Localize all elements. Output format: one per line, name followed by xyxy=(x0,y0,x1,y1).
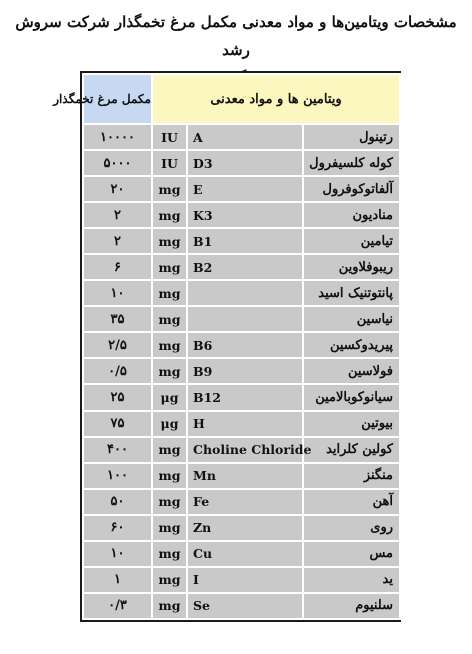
amount-cell: ۲/۵ xyxy=(83,332,152,358)
name-cell: کوله کلسیفرول xyxy=(303,150,400,176)
table-row xyxy=(83,280,400,306)
amount-cell: ۳۵ xyxy=(83,306,152,332)
code-cell: Zn xyxy=(187,515,303,541)
name-cell: بیوتین xyxy=(303,411,400,437)
code-cell: I xyxy=(187,567,303,593)
code-cell: D3 xyxy=(187,150,303,176)
unit-cell: mg xyxy=(152,515,187,541)
table-row xyxy=(83,384,400,410)
amount-cell: ۱۰۰۰۰ xyxy=(83,124,152,150)
code-cell: Se xyxy=(187,593,303,619)
name-cell: روی xyxy=(303,515,400,541)
table-row xyxy=(83,358,400,384)
table-row xyxy=(83,541,400,567)
unit-cell: μg xyxy=(152,384,187,410)
amount-cell: ۶۰ xyxy=(83,515,152,541)
amount-cell: ۱۰ xyxy=(83,541,152,567)
vitamin-table xyxy=(53,73,401,620)
amount-cell: ۲ xyxy=(83,202,152,228)
code-cell: Fe xyxy=(187,489,303,515)
code-cell: Cu xyxy=(187,541,303,567)
code-cell: Choline Chloride xyxy=(187,437,303,463)
amount-cell: ۱۰۰ xyxy=(83,463,152,489)
amount-cell: ۶ xyxy=(83,254,152,280)
unit-cell: μg xyxy=(152,411,187,437)
table-row xyxy=(83,593,400,619)
table-header-row xyxy=(83,74,400,124)
unit-cell: mg xyxy=(152,463,187,489)
unit-cell: IU xyxy=(152,124,187,150)
amount-cell: ۵۰ xyxy=(83,489,152,515)
name-cell: پیریدوکسین xyxy=(303,332,400,358)
unit-cell: mg xyxy=(152,489,187,515)
code-cell: Mn xyxy=(187,463,303,489)
amount-cell: ۱۰ xyxy=(83,280,152,306)
amount-cell: ۴۰۰ xyxy=(83,437,152,463)
code-cell: B2 xyxy=(187,254,303,280)
name-cell: مس xyxy=(303,541,400,567)
amount-cell: ۱ xyxy=(83,567,152,593)
unit-cell: mg xyxy=(152,306,187,332)
unit-cell: mg xyxy=(152,567,187,593)
unit-cell: mg xyxy=(152,593,187,619)
unit-cell: mg xyxy=(152,437,187,463)
amount-cell: ۲ xyxy=(83,228,152,254)
table-row xyxy=(83,306,400,332)
name-cell: سیانوکوبالامین xyxy=(303,384,400,410)
name-cell: فولاسین xyxy=(303,358,400,384)
table-row xyxy=(83,567,400,593)
name-cell: ید xyxy=(303,567,400,593)
header-vitamins-minerals: ویتامین ها و مواد معدنی xyxy=(152,74,400,124)
name-cell: نیاسین xyxy=(303,306,400,332)
amount-cell: ۵۰۰۰ xyxy=(83,150,152,176)
table-row xyxy=(83,463,400,489)
amount-cell: ۲۵ xyxy=(83,384,152,410)
name-cell: منادیون xyxy=(303,202,400,228)
table-row xyxy=(83,150,400,176)
code-cell: H xyxy=(187,411,303,437)
name-cell: ریبوفلاوین xyxy=(303,254,400,280)
code-cell: B9 xyxy=(187,358,303,384)
amount-cell: ۰/۵ xyxy=(83,358,152,384)
code-cell: E xyxy=(187,176,303,202)
unit-cell: mg xyxy=(152,280,187,306)
unit-cell: mg xyxy=(152,202,187,228)
unit-cell: mg xyxy=(152,541,187,567)
name-cell: کولین کلراید xyxy=(303,437,400,463)
table-row xyxy=(83,437,400,463)
title-line-1: مشخصات ویتامین‌ها و مواد معدنی مکمل مرغ تخمگذار شرکت سروش رشد xyxy=(15,13,457,59)
vitamin-table-container xyxy=(53,71,401,622)
header-product: مکمل مرغ تخمگذار xyxy=(83,74,152,124)
unit-cell: mg xyxy=(152,358,187,384)
code-cell: B6 xyxy=(187,332,303,358)
name-cell: آهن xyxy=(303,489,400,515)
unit-cell: mg xyxy=(152,176,187,202)
code-cell xyxy=(187,306,303,332)
table-row xyxy=(83,228,400,254)
code-cell: B12 xyxy=(187,384,303,410)
code-cell: A xyxy=(187,124,303,150)
amount-cell: ۲۰ xyxy=(83,176,152,202)
amount-cell: ۷۵ xyxy=(83,411,152,437)
table-row xyxy=(83,411,400,437)
name-cell: پانتوتنیک اسید xyxy=(303,280,400,306)
name-cell: آلفاتوکوفرول xyxy=(303,176,400,202)
name-cell: تیامین xyxy=(303,228,400,254)
table-row xyxy=(83,176,400,202)
code-cell: K3 xyxy=(187,202,303,228)
unit-cell: IU xyxy=(152,150,187,176)
name-cell: رتینول xyxy=(303,124,400,150)
table-row xyxy=(83,254,400,280)
unit-cell: mg xyxy=(152,228,187,254)
unit-cell: mg xyxy=(152,332,187,358)
table-row xyxy=(83,202,400,228)
name-cell: سلنیوم xyxy=(303,593,400,619)
amount-cell: ۰/۳ xyxy=(83,593,152,619)
code-cell xyxy=(187,280,303,306)
name-cell: منگنز xyxy=(303,463,400,489)
code-cell: B1 xyxy=(187,228,303,254)
table-row xyxy=(83,515,400,541)
table-row xyxy=(83,489,400,515)
unit-cell: mg xyxy=(152,254,187,280)
table-row xyxy=(83,124,400,150)
table-row xyxy=(83,332,400,358)
